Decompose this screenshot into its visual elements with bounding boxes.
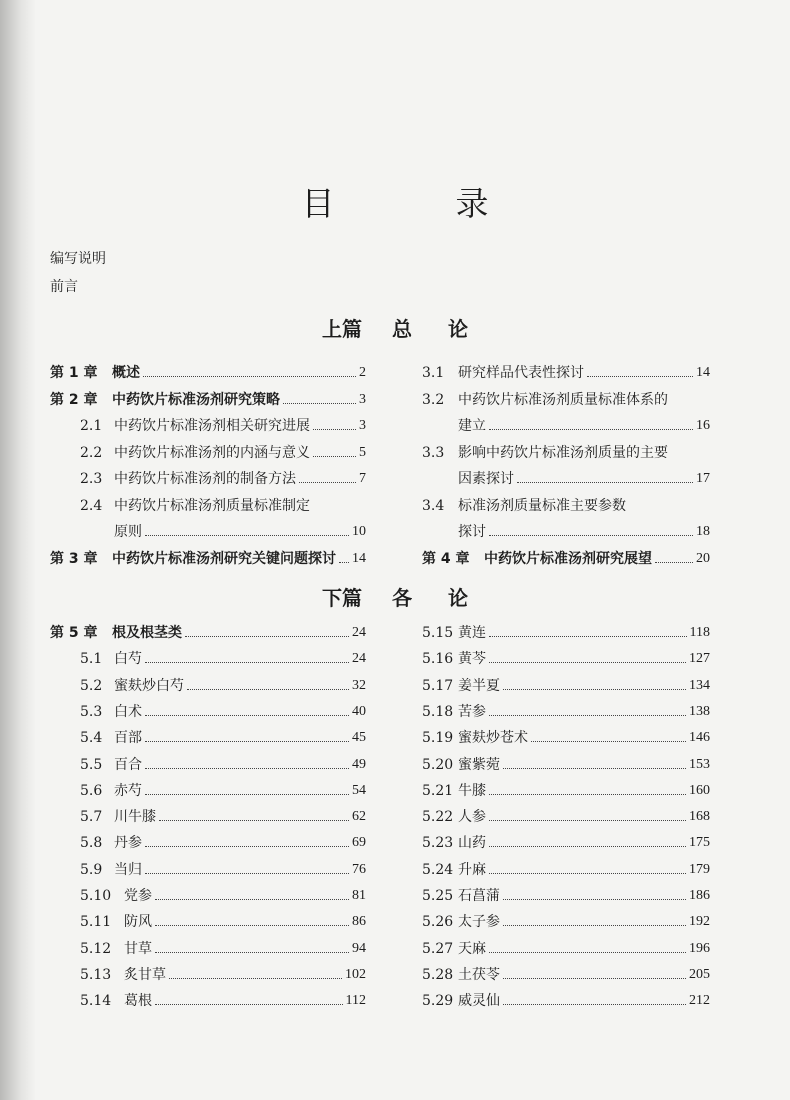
toc-entry-number: 5.27 <box>422 940 454 957</box>
toc-entry-title: 甘草 <box>124 940 152 957</box>
toc-entry[interactable] <box>50 752 366 774</box>
toc-dot-leader <box>159 820 349 821</box>
toc-entry-page: 45 <box>352 730 366 746</box>
toc-entry-title: 白术 <box>114 703 142 720</box>
toc-entry-title: 姜半夏 <box>458 677 500 694</box>
toc-entry[interactable] <box>422 413 710 435</box>
toc-entry-title: 赤芍 <box>114 782 142 799</box>
toc-dot-leader <box>503 925 686 926</box>
toc-part2-left-column <box>50 620 366 1020</box>
toc-entry-title: 川牛膝 <box>114 809 156 826</box>
toc-entry[interactable] <box>422 725 710 747</box>
part-heading-specific: 下篇 各 论 <box>322 586 468 610</box>
toc-dot-leader <box>531 741 686 742</box>
toc-dot-leader <box>503 978 686 979</box>
toc-entry-number: 5.21 <box>422 782 454 799</box>
toc-entry[interactable] <box>50 936 366 958</box>
toc-entry-title: 中药饮片标准汤剂研究展望 <box>484 550 652 567</box>
toc-entry[interactable] <box>422 988 710 1010</box>
toc-entry-page: 2 <box>359 365 366 380</box>
toc-entry-number: 5.22 <box>422 809 454 826</box>
toc-entry-title: 中药饮片标准汤剂的内涵与意义 <box>114 444 310 461</box>
toc-dot-leader <box>313 456 356 457</box>
toc-entry-page: 76 <box>352 861 366 877</box>
toc-entry-number: 5.6 <box>80 782 103 799</box>
toc-entry-title: 丹参 <box>114 835 142 852</box>
toc-entry-number: 5.1 <box>80 651 103 668</box>
toc-entry-title: 建立 <box>458 418 486 434</box>
toc-entry[interactable] <box>422 752 710 774</box>
toc-dot-leader <box>155 899 349 900</box>
toc-dot-leader <box>489 846 686 847</box>
toc-entry-title: 蜜麸炒白芍 <box>114 677 184 694</box>
toc-dot-leader <box>145 535 349 536</box>
toc-entry[interactable] <box>422 699 710 721</box>
toc-entry-title: 苦参 <box>458 703 486 720</box>
toc-entry-title: 当归 <box>114 861 142 878</box>
toc-entry-page: 14 <box>352 550 366 566</box>
toc-entry[interactable] <box>422 620 710 642</box>
toc-entry[interactable] <box>50 387 366 409</box>
toc-entry-number: 5.16 <box>422 651 454 668</box>
toc-entry[interactable] <box>50 857 366 879</box>
toc-entry-page: 3 <box>359 418 366 433</box>
toc-entry[interactable] <box>422 646 710 668</box>
toc-dot-leader <box>489 820 686 821</box>
toc-entry-number: 5.2 <box>80 677 103 694</box>
toc-dot-leader <box>145 715 349 716</box>
toc-entry-number: 第 4 章 <box>422 550 470 567</box>
toc-entry-number: 5.5 <box>80 756 103 773</box>
toc-entry-title: 中药饮片标准汤剂质量标准制定 <box>114 497 310 514</box>
toc-entry[interactable] <box>422 883 710 905</box>
toc-dot-leader <box>169 978 342 979</box>
toc-entry-number: 5.20 <box>422 756 454 773</box>
toc-entry-number: 2.2 <box>80 444 103 461</box>
toc-entry[interactable] <box>50 646 366 668</box>
toc-entry-number: 5.13 <box>80 966 112 983</box>
toc-entry-title: 天麻 <box>458 940 486 957</box>
toc-entry-page: 81 <box>352 888 366 903</box>
toc-entry[interactable] <box>422 909 710 931</box>
toc-entry-page: 24 <box>352 625 366 640</box>
toc-entry[interactable] <box>422 857 710 879</box>
toc-entry[interactable] <box>422 387 710 409</box>
toc-entry-page: 40 <box>352 703 366 719</box>
toc-entry-title: 标准汤剂质量标准主要参数 <box>458 497 626 514</box>
toc-entry-title: 根及根茎类 <box>112 625 182 641</box>
toc-entry-title: 原则 <box>114 524 142 540</box>
toc-entry[interactable] <box>422 360 710 382</box>
toc-entry-number: 第 5 章 <box>50 625 98 641</box>
toc-part2-right-column <box>422 620 710 1020</box>
toc-entry-title: 防风 <box>124 914 152 931</box>
toc-entry-page: 146 <box>689 730 710 746</box>
toc-entry[interactable] <box>50 673 366 695</box>
toc-entry-number: 第 3 章 <box>50 550 98 567</box>
toc-entry[interactable] <box>422 778 710 800</box>
toc-dot-leader <box>517 482 693 483</box>
toc-entry-title: 概述 <box>112 365 140 381</box>
toc-entry-number: 3.1 <box>422 365 445 381</box>
toc-entry-title: 石菖蒲 <box>458 888 500 904</box>
toc-entry-page: 196 <box>689 940 710 956</box>
toc-entry[interactable] <box>50 519 366 541</box>
toc-entry-title: 炙甘草 <box>124 966 166 983</box>
toc-entry[interactable] <box>50 778 366 800</box>
toc-dot-leader <box>155 1004 343 1005</box>
toc-entry[interactable] <box>422 804 710 826</box>
toc-entry-page: 127 <box>689 651 710 667</box>
toc-entry-page: 118 <box>689 625 710 640</box>
toc-entry[interactable] <box>50 883 366 905</box>
toc-dot-leader <box>145 768 349 769</box>
toc-entry-title: 中药饮片标准汤剂研究关键问题探讨 <box>112 550 336 567</box>
toc-entry-title: 百部 <box>114 730 142 747</box>
toc-entry-page: 175 <box>689 835 710 851</box>
toc-entry-number: 5.4 <box>80 730 103 747</box>
toc-dot-leader <box>145 846 349 847</box>
toc-entry-title: 中药饮片标准汤剂研究策略 <box>112 391 280 408</box>
toc-entry-title: 研究样品代表性探讨 <box>458 365 584 381</box>
toc-entry-number: 5.18 <box>422 703 454 720</box>
toc-entry-number: 5.7 <box>80 809 103 826</box>
toc-entry-number: 2.4 <box>80 497 103 514</box>
toc-entry[interactable] <box>50 466 366 488</box>
toc-entry-number: 2.1 <box>80 418 103 434</box>
toc-entry-page: 62 <box>352 809 366 825</box>
toc-entry[interactable] <box>50 440 366 462</box>
toc-dot-leader <box>489 715 686 716</box>
toc-dot-leader <box>503 689 686 690</box>
toc-entry-page: 160 <box>689 782 710 798</box>
toc-entry-page: 179 <box>689 861 710 877</box>
toc-entry-number: 第 1 章 <box>50 365 98 381</box>
toc-entry-title: 土茯苓 <box>458 966 500 983</box>
toc-dot-leader <box>489 952 686 953</box>
toc-entry-page: 94 <box>352 940 366 956</box>
toc-entry-title: 中药饮片标准汤剂的制备方法 <box>114 471 296 487</box>
toc-entry-page: 69 <box>352 835 366 851</box>
toc-entry-page: 168 <box>689 809 710 825</box>
toc-entry[interactable] <box>50 699 366 721</box>
toc-entry-page: 18 <box>696 524 710 539</box>
toc-dot-leader <box>155 925 349 926</box>
toc-entry-title: 百合 <box>114 756 142 773</box>
toc-entry-title: 因素探讨 <box>458 471 514 487</box>
toc-entry[interactable] <box>422 519 710 541</box>
toc-entry-title: 太子参 <box>458 914 500 931</box>
front-matter-preface[interactable]: 前言 <box>50 279 78 295</box>
toc-entry[interactable] <box>422 936 710 958</box>
toc-dot-leader <box>489 535 693 536</box>
toc-entry-page: 49 <box>352 756 366 772</box>
toc-entry-page: 10 <box>352 524 366 539</box>
toc-entry-number: 5.11 <box>80 914 112 931</box>
toc-entry-page: 153 <box>689 756 710 772</box>
toc-dot-leader <box>339 562 349 563</box>
toc-entry-number: 5.28 <box>422 966 454 983</box>
toc-dot-leader <box>489 794 686 795</box>
toc-dot-leader <box>503 899 686 900</box>
toc-dot-leader <box>283 403 356 404</box>
toc-dot-leader <box>185 636 349 637</box>
toc-entry-page: 205 <box>689 966 710 982</box>
toc-entry[interactable] <box>50 620 366 642</box>
toc-entry-page: 7 <box>359 471 366 486</box>
toc-entry-number: 5.19 <box>422 730 454 747</box>
toc-entry-number: 2.3 <box>80 471 103 487</box>
toc-entry-title: 探讨 <box>458 524 486 540</box>
toc-dot-leader <box>145 741 349 742</box>
toc-dot-leader <box>299 482 356 483</box>
toc-entry-page: 54 <box>352 782 366 798</box>
toc-entry-number: 5.29 <box>422 993 454 1010</box>
toc-entry-title: 威灵仙 <box>458 993 500 1010</box>
toc-entry-page: 20 <box>696 550 710 566</box>
toc-dot-leader <box>489 873 686 874</box>
toc-dot-leader <box>155 952 349 953</box>
toc-entry[interactable] <box>422 493 710 515</box>
toc-entry-title: 蜜紫菀 <box>458 756 500 773</box>
page-edge-shadow <box>0 0 36 1100</box>
toc-entry-number: 5.23 <box>422 835 454 852</box>
toc-entry-number: 3.4 <box>422 497 445 514</box>
toc-entry-number: 5.26 <box>422 914 454 931</box>
toc-dot-leader <box>313 429 356 430</box>
toc-entry[interactable] <box>422 962 710 984</box>
toc-entry-page: 32 <box>352 677 366 693</box>
toc-entry-page: 14 <box>696 365 710 380</box>
toc-entry-number: 5.3 <box>80 703 103 720</box>
toc-entry-title: 黄芩 <box>458 651 486 668</box>
toc-entry-page: 17 <box>696 471 710 486</box>
toc-entry-page: 192 <box>689 914 710 930</box>
part-heading-general: 上篇 总 论 <box>322 317 468 341</box>
toc-entry-number: 5.10 <box>80 888 112 904</box>
toc-entry-number: 5.25 <box>422 888 454 904</box>
toc-dot-leader <box>655 562 693 563</box>
front-matter-editorial-notes[interactable]: 编写说明 <box>50 251 106 267</box>
toc-entry-page: 86 <box>352 914 366 930</box>
toc-entry-title: 影响中药饮片标准汤剂质量的主要 <box>458 444 668 461</box>
toc-part1-left-column <box>50 360 366 570</box>
toc-entry-number: 3.2 <box>422 391 445 408</box>
toc-entry[interactable] <box>422 830 710 852</box>
toc-dot-leader <box>145 873 349 874</box>
toc-entry[interactable] <box>50 830 366 852</box>
toc-entry-title: 牛膝 <box>458 782 486 799</box>
toc-entry-page: 134 <box>689 677 710 693</box>
toc-entry[interactable] <box>50 988 366 1010</box>
toc-entry-number: 3.3 <box>422 444 445 461</box>
toc-entry[interactable] <box>50 909 366 931</box>
toc-entry-title: 白芍 <box>114 651 142 668</box>
toc-entry-number: 5.8 <box>80 835 103 852</box>
toc-entry[interactable] <box>422 673 710 695</box>
toc-dot-leader <box>503 768 686 769</box>
toc-entry-number: 5.14 <box>80 993 112 1010</box>
toc-entry[interactable] <box>50 360 366 382</box>
toc-entry-title: 黄连 <box>458 625 486 641</box>
toc-entry[interactable] <box>422 440 710 462</box>
toc-entry-page: 186 <box>689 888 710 903</box>
toc-entry[interactable] <box>50 725 366 747</box>
toc-entry-number: 5.9 <box>80 861 103 878</box>
toc-entry-title: 山药 <box>458 835 486 852</box>
toc-dot-leader <box>587 376 693 377</box>
toc-entry-number: 5.17 <box>422 677 454 694</box>
toc-dot-leader <box>145 794 349 795</box>
toc-dot-leader <box>489 636 687 637</box>
toc-entry-title: 人参 <box>458 809 486 826</box>
toc-dot-leader <box>187 689 349 690</box>
toc-entry-page: 16 <box>696 418 710 433</box>
toc-dot-leader <box>503 1004 686 1005</box>
toc-entry-number: 5.12 <box>80 940 112 957</box>
toc-entry[interactable] <box>50 493 366 515</box>
toc-entry-page: 5 <box>359 444 366 460</box>
toc-entry-page: 24 <box>352 651 366 667</box>
toc-entry-title: 党参 <box>124 888 152 904</box>
toc-entry-page: 102 <box>345 966 366 982</box>
toc-entry-title: 升麻 <box>458 861 486 878</box>
toc-entry-number: 第 2 章 <box>50 391 98 408</box>
toc-entry-title: 中药饮片标准汤剂质量标准体系的 <box>458 391 668 408</box>
page-title: 目 录 <box>301 184 533 223</box>
toc-entry[interactable] <box>50 962 366 984</box>
toc-part1-right-column <box>422 360 710 570</box>
toc-entry-number: 5.24 <box>422 861 454 878</box>
toc-dot-leader <box>489 662 686 663</box>
toc-entry-page: 138 <box>689 703 710 719</box>
toc-dot-leader <box>145 662 349 663</box>
toc-entry-page: 112 <box>345 993 366 1009</box>
toc-entry-title: 中药饮片标准汤剂相关研究进展 <box>114 418 310 434</box>
toc-entry[interactable] <box>50 546 366 568</box>
toc-entry-page: 212 <box>689 993 710 1009</box>
toc-entry[interactable] <box>422 466 710 488</box>
toc-dot-leader <box>489 429 693 430</box>
toc-dot-leader <box>143 376 356 377</box>
toc-entry-number: 5.15 <box>422 625 454 641</box>
toc-entry[interactable] <box>50 804 366 826</box>
toc-entry[interactable] <box>50 413 366 435</box>
toc-entry-page: 3 <box>359 391 366 407</box>
toc-entry-title: 葛根 <box>124 993 152 1010</box>
toc-entry[interactable] <box>422 546 710 568</box>
toc-entry-title: 蜜麸炒苍术 <box>458 730 528 747</box>
